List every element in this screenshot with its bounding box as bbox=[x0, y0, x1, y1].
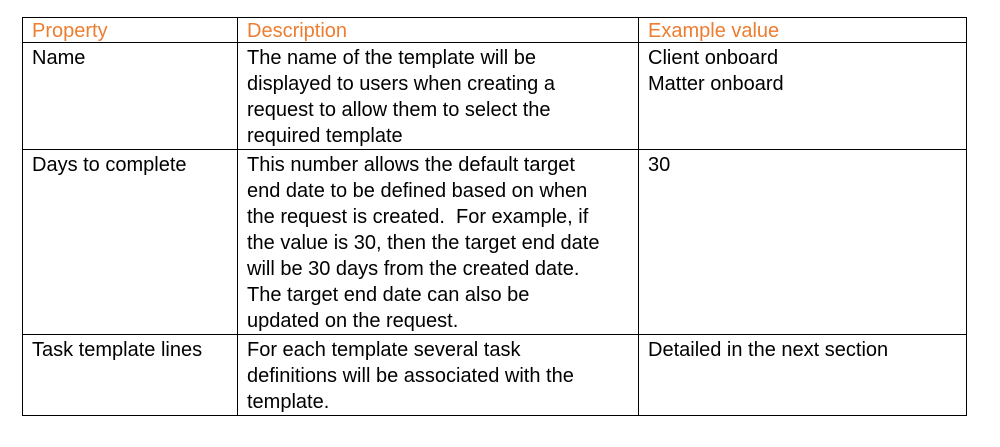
description-line: displayed to users when creating a bbox=[247, 73, 555, 95]
template-properties-table bbox=[22, 17, 967, 416]
example-cell bbox=[639, 335, 967, 416]
table-row bbox=[23, 43, 967, 150]
property-cell bbox=[23, 335, 238, 416]
description-line: the request is created. For example, if bbox=[247, 206, 589, 228]
property-name: Name bbox=[32, 47, 86, 69]
description-line: request to allow them to select the bbox=[247, 99, 551, 121]
description-cell bbox=[238, 335, 639, 416]
property-cell bbox=[23, 150, 238, 335]
description-line: the value is 30, then the target end date bbox=[247, 232, 600, 254]
table-header-row bbox=[23, 18, 967, 43]
description-line: The target end date can also be bbox=[247, 284, 530, 306]
description-line: definitions will be associated with the bbox=[247, 365, 574, 387]
table-row bbox=[23, 335, 967, 416]
table-row bbox=[23, 150, 967, 335]
description-cell bbox=[238, 150, 639, 335]
description-line: required template bbox=[247, 125, 403, 147]
description-line: The name of the template will be bbox=[247, 47, 537, 69]
description-line: For each template several task bbox=[247, 339, 521, 361]
description-cell bbox=[238, 43, 639, 150]
example-cell bbox=[639, 150, 967, 335]
description-line: will be 30 days from the created date. bbox=[247, 258, 580, 280]
example-value: Matter onboard bbox=[648, 73, 784, 95]
header-description: Description bbox=[238, 18, 639, 43]
description-line: updated on the request. bbox=[247, 310, 459, 332]
header-property: Property bbox=[23, 18, 238, 43]
property-cell bbox=[23, 43, 238, 150]
property-name: Days to complete bbox=[32, 154, 187, 176]
example-value: Client onboard bbox=[648, 47, 779, 69]
example-value: 30 bbox=[648, 154, 671, 176]
description-line: template. bbox=[247, 391, 330, 413]
example-value: Detailed in the next section bbox=[648, 339, 889, 361]
description-line: end date to be defined based on when bbox=[247, 180, 588, 202]
example-cell bbox=[639, 43, 967, 150]
description-line: This number allows the default target bbox=[247, 154, 575, 176]
header-example-value: Example value bbox=[639, 18, 967, 43]
property-name: Task template lines bbox=[32, 339, 203, 361]
